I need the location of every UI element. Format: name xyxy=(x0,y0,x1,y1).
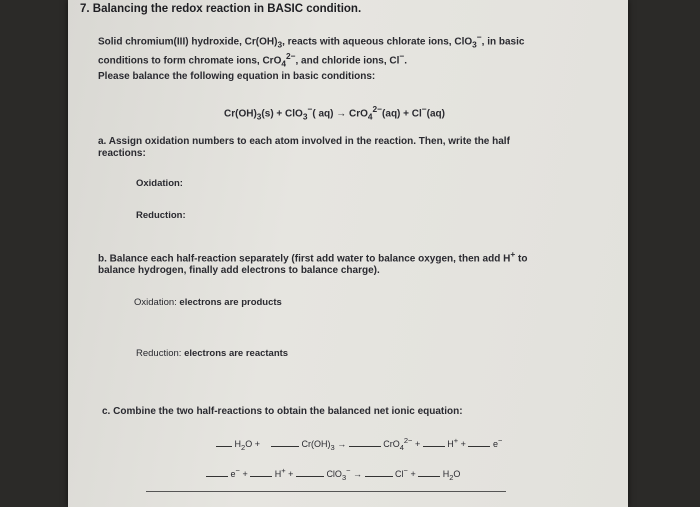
coefficient-blank[interactable] xyxy=(349,437,381,447)
divider-line xyxy=(146,491,506,492)
part-c-prompt: c. Combine the two half-reactions to obtain the balanced net ionic equation: xyxy=(102,406,463,417)
part-a-prompt: a. Assign oxidation numbers to each atom involved in the reaction. Then, write the half reactions: xyxy=(98,136,510,159)
part-b-prompt: b. Balance each half-reaction separately (first add water to balance oxygen, then add H+ to balance hydrogen, finally add electrons to balance charge). xyxy=(98,249,528,277)
part-a-oxidation-label: Oxidation: xyxy=(136,178,183,189)
coefficient-blank[interactable] xyxy=(418,467,440,477)
coefficient-blank[interactable] xyxy=(365,467,393,477)
part-b-reduction: Reduction: electrons are reactants xyxy=(136,348,289,359)
coefficient-blank[interactable] xyxy=(206,467,228,477)
worksheet-page xyxy=(68,0,628,507)
coefficient-blank[interactable] xyxy=(250,467,272,477)
question-title: 7. Balancing the redox reaction in BASIC condition. xyxy=(80,3,362,15)
coefficient-blank[interactable] xyxy=(271,437,299,447)
instruction-text: Please balance the following equation in basic conditions: xyxy=(98,71,376,82)
redox-equation: $Cr(OH)_3(s) + ClO_3^-$( aq) → CrO$_4^{2-}$(aq) + Cl−(aq) xyxy=(224,104,445,122)
coefficient-blank[interactable] xyxy=(216,437,232,447)
net-equation-row-2: $e^- + H^+ + ClO_3^- \to Cl^- + H_2O$ xyxy=(206,466,460,482)
intro-paragraph: Solid chromium(III) hydroxide, $Cr(OH)_3$, reacts with aqueous chlorate ions, ClO$_3$−, in basic conditions to form chromate ions, CrO$_4^{2-}$, and chloride ions, Cl−. xyxy=(98,32,525,69)
coefficient-blank[interactable] xyxy=(468,437,490,447)
coefficient-blank[interactable] xyxy=(296,467,324,477)
net-equation-row-1: $H_2O$ + $Cr(OH)_3 \to CrO_4^{2-} + H^+ + e^-$ xyxy=(216,436,502,452)
part-a-reduction-label: Reduction: xyxy=(136,210,186,221)
part-b-oxidation: Oxidation: electrons are products xyxy=(134,297,282,308)
coefficient-blank[interactable] xyxy=(423,437,445,447)
